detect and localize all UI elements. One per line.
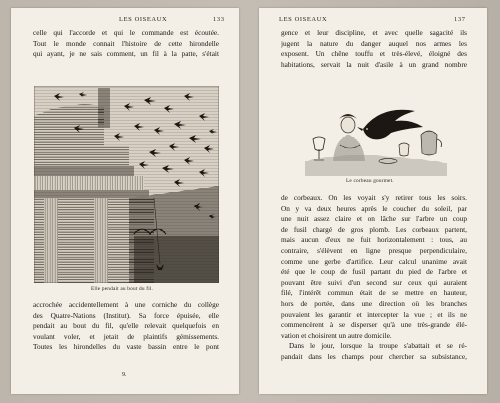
right-top-text [281, 28, 467, 70]
right-running-title: LES OISEAUX [279, 16, 328, 23]
left-page-number: 133 [213, 16, 225, 23]
left-running-title: LES OISEAUX [119, 16, 168, 23]
left-page [11, 8, 239, 394]
text-line: hors de portée, dans une direction où les branches [281, 298, 467, 308]
text-line: qui ayant, je ne sais comment, un fil à la patte, s'était [33, 49, 219, 59]
text-line: commencèrent à se disperser qu'à une très-grande élé- [281, 320, 467, 330]
text-line: gence et leur discipline, et avec quelle sagacité ils [281, 28, 467, 37]
left-figure-caption: Elle pendait au bout du fil. [91, 286, 154, 292]
text-line: voulant voler, et jetait de plaintifs gémissements. [33, 331, 219, 341]
text-line: Dans le jour, lorsque la troupe s'abattait et se ré- [289, 341, 467, 351]
text-line: comme une gerbe d'artifice. Leur calcul unanime avait [281, 256, 467, 266]
text-line: habitations, servait la nuit d'asile à un grand nombre [281, 59, 467, 69]
text-line: de fusil chargé de gros plomb. Les corbeaux partent, [281, 224, 467, 234]
text-line: filé, l'intérêt commun était de se mettre en hauteur, [281, 288, 467, 298]
text-line: Tout le monde connait l'histoire de cette hirondelle [33, 38, 219, 48]
text-line: vation et choisirent un autre domicile. [281, 330, 392, 340]
right-page-number: 137 [454, 16, 466, 23]
text-line: accrochée accidentellement à une corniche du collège [33, 300, 219, 309]
left-bottom-text [33, 300, 219, 353]
text-line: On y va deux heures après le coucher du soleil, par [281, 203, 467, 213]
right-bottom-text [281, 193, 467, 363]
text-line: été que le coup de fusil partant du pied de l'arbre et [281, 267, 467, 277]
text-line: pouvant être suivi d'un second sur ceux qui auraient [281, 277, 467, 287]
text-line: exposent. Un chêne touffu et très-élevé, éloigné des [281, 49, 467, 59]
text-line: des Quatre-Nations (Institut). Sa force épuisée, elle [33, 310, 219, 320]
engraving-raven [303, 101, 449, 176]
text-line: pandait dans les champs pour chercher sa subsistance, [281, 351, 467, 361]
left-top-text [33, 28, 219, 60]
text-line: jugent la nature du danger auquel nos armes les [281, 38, 467, 48]
engraving-swallows [34, 86, 219, 283]
text-line: une nuit assez claire et on lâche sur l'arbre un coup [281, 214, 467, 224]
text-line: mais aucun d'eux ne fuit horizontalement : tous, au [281, 235, 467, 245]
text-line: celle qui l'accorde et qui le commande est écoutée. [33, 28, 219, 37]
text-line: pendait au bout du fil, qu'elle relevait quelquefois en [33, 321, 219, 331]
right-figure-caption: Le corbeau gourmet. [346, 178, 394, 184]
right-page [259, 8, 487, 394]
signature-mark: 9. [122, 372, 127, 378]
text-line: de corbeaux. On les voyait s'y retirer tous les soirs. [281, 193, 467, 202]
text-line: pouvaient les garantir et intercepter la vue ; et ils ne [281, 309, 467, 319]
text-line: Toutes les hirondelles du vaste bassin entre le pont [33, 342, 219, 352]
text-line: contraire, s'élèvent en ligne presque perpendiculaire, [281, 245, 467, 255]
